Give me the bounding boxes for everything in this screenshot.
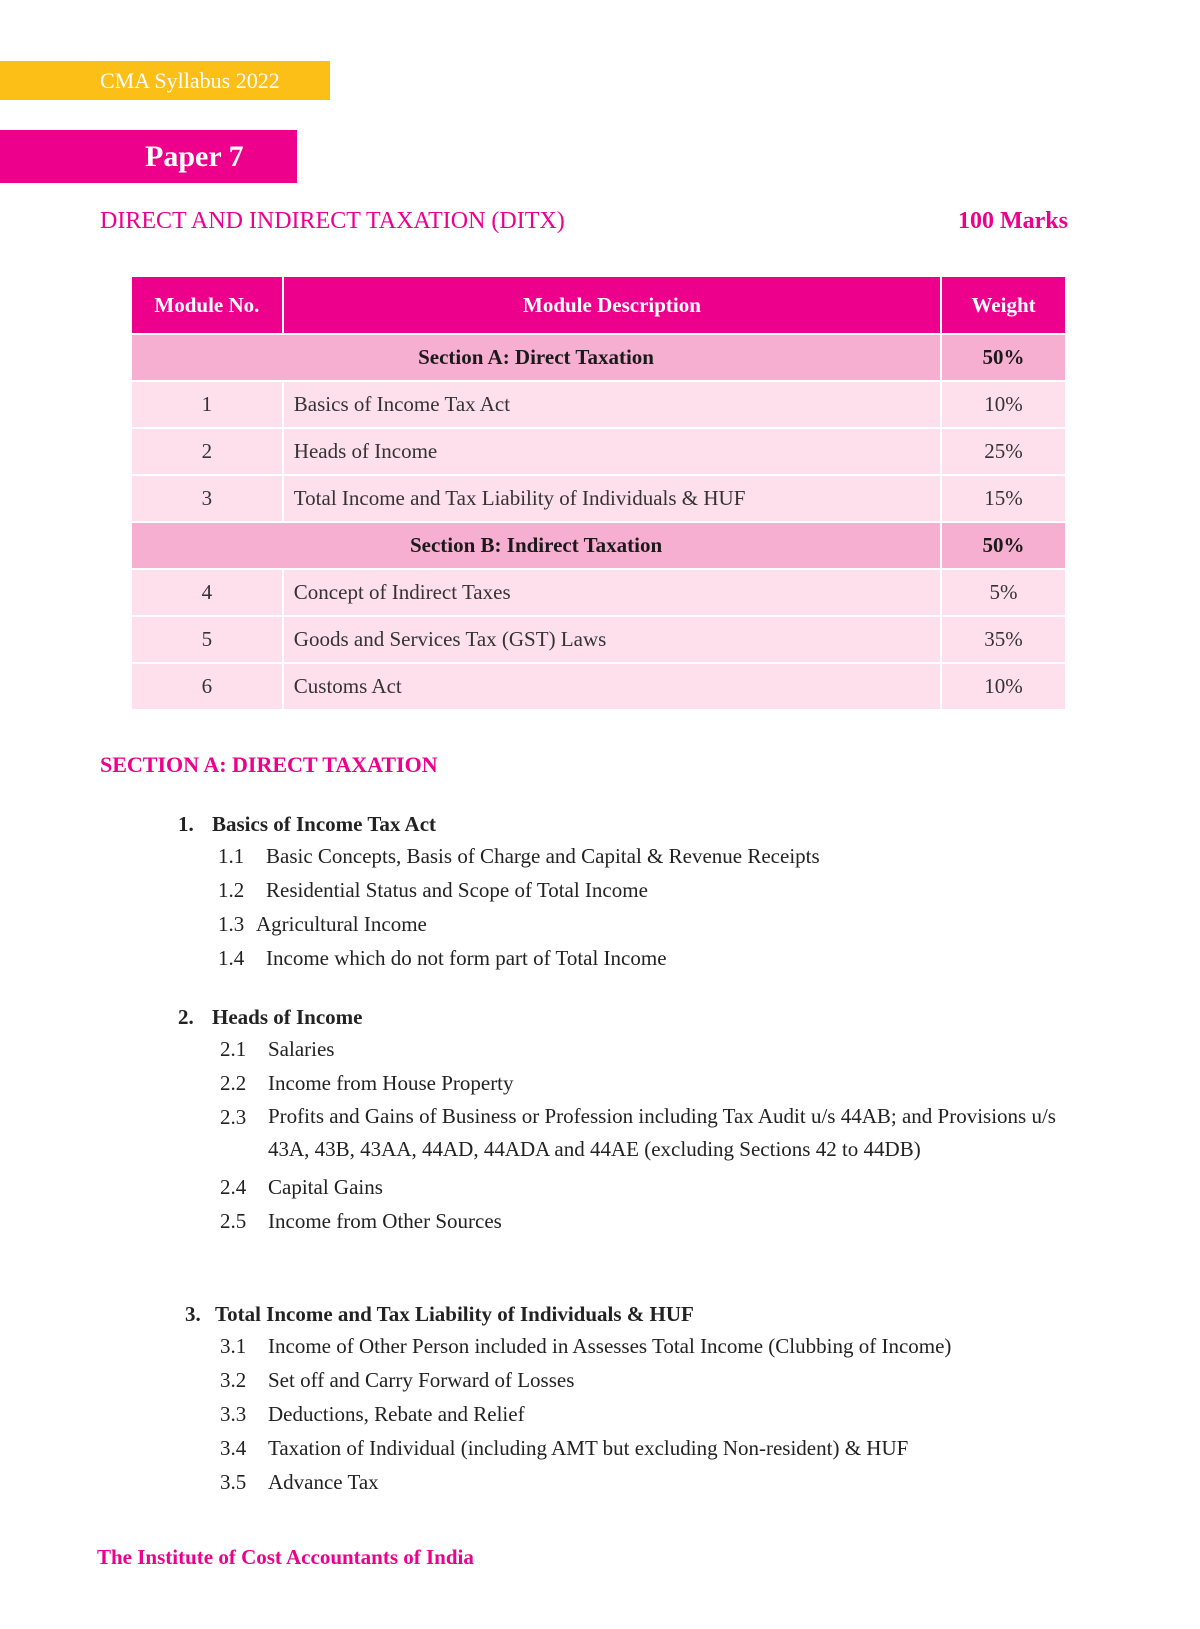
item-text: Agricultural Income	[256, 912, 427, 936]
item-number: 3.1	[220, 1334, 247, 1358]
item-text: Taxation of Individual (including AMT but excluding Non-resident) & HUF	[268, 1436, 909, 1460]
item-text: Income from Other Sources	[268, 1209, 502, 1233]
paper-banner: Paper 7	[0, 130, 297, 183]
module-heading	[178, 1005, 1058, 1030]
item-text: Capital Gains	[268, 1175, 383, 1199]
module-heading-title: Total Income and Tax Liability of Individuals & HUF	[215, 1302, 694, 1326]
list-item	[220, 1175, 1058, 1200]
item-text: Residential Status and Scope of Total Income	[266, 878, 648, 902]
item-number: 3.5	[220, 1470, 247, 1494]
section-weight: 50%	[941, 334, 1066, 381]
header-module-description: Module Description	[283, 276, 941, 334]
module-number: 5	[131, 616, 283, 663]
item-number: 2.3	[220, 1105, 247, 1129]
module-weight: 15%	[941, 475, 1066, 522]
section-label: Section A: Direct Taxation	[131, 334, 941, 381]
list-item	[220, 1368, 951, 1393]
item-number: 3.2	[220, 1368, 247, 1392]
module-weight: 10%	[941, 663, 1066, 710]
module-heading	[178, 812, 820, 837]
item-number: 2.4	[220, 1175, 247, 1199]
table-header-row	[131, 276, 1066, 334]
section-heading: SECTION A: DIRECT TAXATION	[100, 752, 438, 777]
item-number: 1.3	[218, 912, 245, 936]
module-outline-2	[178, 1005, 1058, 1243]
item-number: 2.2	[220, 1071, 247, 1095]
module-number: 2	[131, 428, 283, 475]
module-number: 3	[131, 475, 283, 522]
table-row	[131, 569, 1066, 616]
module-weight: 25%	[941, 428, 1066, 475]
list-item	[220, 1470, 951, 1495]
section-label: Section B: Indirect Taxation	[131, 522, 941, 569]
item-text: Set off and Carry Forward of Losses	[268, 1368, 575, 1392]
module-heading-title: Basics of Income Tax Act	[212, 812, 437, 836]
list-item	[218, 912, 820, 937]
module-description: Customs Act	[283, 663, 941, 710]
item-number: 3.3	[220, 1402, 247, 1426]
header-weight: Weight	[941, 276, 1066, 334]
module-weight: 35%	[941, 616, 1066, 663]
item-number: 2.1	[220, 1037, 247, 1061]
table-row	[131, 475, 1066, 522]
module-heading-number: 2.	[178, 1005, 194, 1029]
item-number: 1.4	[218, 946, 245, 970]
list-item	[218, 878, 820, 903]
item-text: Profits and Gains of Business or Profession including Tax Audit u/s 44AB; and Provisions u/s 43A, 43B, 43AA, 44AD, 44ADA and 44AE (excluding Sections 42 to 44DB)	[268, 1104, 1056, 1161]
header-module-no: Module No.	[131, 276, 283, 334]
module-description: Goods and Services Tax (GST) Laws	[283, 616, 941, 663]
list-item	[218, 946, 820, 971]
syllabus-banner: CMA Syllabus 2022	[0, 61, 330, 100]
item-text: Income which do not form part of Total Income	[266, 946, 667, 970]
section-row	[131, 334, 1066, 381]
module-outline-1	[178, 812, 820, 980]
table-row	[131, 428, 1066, 475]
item-number: 2.5	[220, 1209, 247, 1233]
item-number: 3.4	[220, 1436, 247, 1460]
module-description: Total Income and Tax Liability of Individuals & HUF	[283, 475, 941, 522]
list-item	[220, 1209, 1058, 1234]
module-weight: 5%	[941, 569, 1066, 616]
table-row	[131, 663, 1066, 710]
list-item	[220, 1071, 1058, 1096]
module-number: 1	[131, 381, 283, 428]
item-number: 1.1	[218, 844, 245, 868]
list-item	[220, 1105, 1058, 1166]
module-description: Basics of Income Tax Act	[283, 381, 941, 428]
module-weight-table	[130, 275, 1067, 711]
section-row	[131, 522, 1066, 569]
list-item	[218, 844, 820, 869]
footer-institute-name: The Institute of Cost Accountants of India	[97, 1545, 474, 1569]
item-text: Advance Tax	[268, 1470, 379, 1494]
list-item	[220, 1436, 951, 1461]
paper-title: DIRECT AND INDIRECT TAXATION (DITX)	[100, 208, 565, 234]
module-heading	[185, 1302, 951, 1327]
module-number: 6	[131, 663, 283, 710]
item-text: Salaries	[268, 1037, 335, 1061]
list-item	[220, 1402, 951, 1427]
module-weight: 10%	[941, 381, 1066, 428]
list-item	[220, 1334, 951, 1359]
item-text: Income from House Property	[268, 1071, 514, 1095]
item-text: Deductions, Rebate and Relief	[268, 1402, 525, 1426]
module-heading-title: Heads of Income	[212, 1005, 363, 1029]
paper-marks: 100 Marks	[958, 208, 1068, 234]
module-heading-number: 3.	[185, 1302, 201, 1326]
module-outline-3	[185, 1302, 951, 1504]
module-description: Heads of Income	[283, 428, 941, 475]
item-text: Income of Other Person included in Assesses Total Income (Clubbing of Income)	[268, 1334, 952, 1358]
module-description: Concept of Indirect Taxes	[283, 569, 941, 616]
item-text: Basic Concepts, Basis of Charge and Capital & Revenue Receipts	[266, 844, 820, 868]
module-number: 4	[131, 569, 283, 616]
list-item	[220, 1037, 1058, 1062]
module-heading-number: 1.	[178, 812, 194, 836]
section-weight: 50%	[941, 522, 1066, 569]
table-row	[131, 616, 1066, 663]
table-row	[131, 381, 1066, 428]
item-number: 1.2	[218, 878, 245, 902]
